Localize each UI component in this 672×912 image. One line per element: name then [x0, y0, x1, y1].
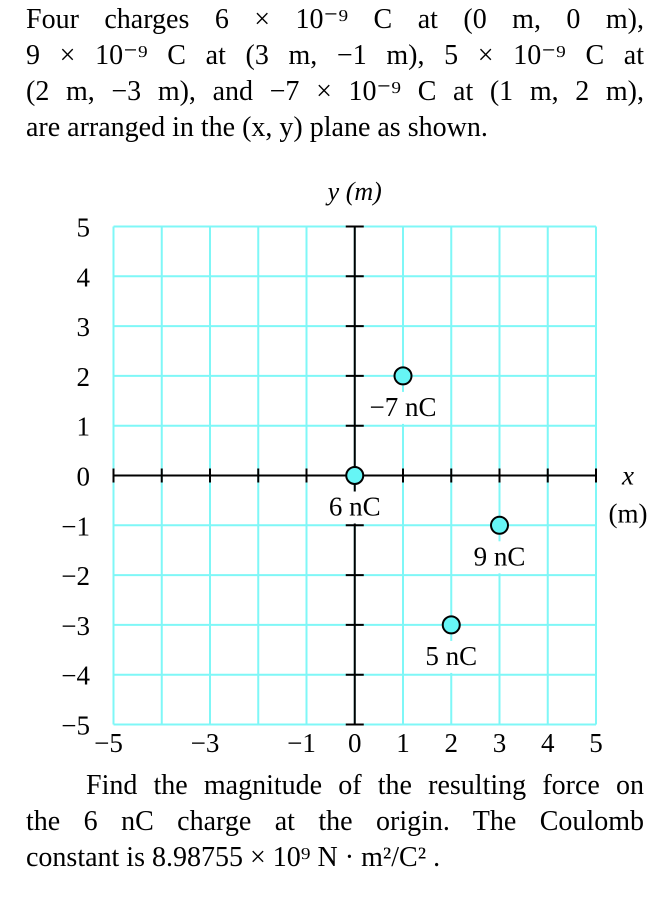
x-axis-label: x — [622, 460, 634, 491]
x-tick-label: 1 — [396, 728, 410, 758]
intro-line-4: are arranged in the (x, y) plane as shown. — [26, 112, 488, 143]
y-tick-label: −1 — [61, 511, 90, 542]
charge-label: −7 nC — [369, 391, 437, 422]
x-tick-label: −5 — [94, 728, 123, 758]
question-line-3: constant is 8.98755 × 10⁹ N · m²/C² . — [26, 842, 441, 873]
x-axis-unit: (m) — [608, 498, 648, 529]
charge-diagram — [0, 170, 672, 760]
x-tick-label: 2 — [444, 728, 458, 758]
charge-point — [491, 517, 508, 534]
x-tick-label: −3 — [190, 728, 220, 758]
x-tick-label: −1 — [287, 728, 316, 758]
y-tick-label: 4 — [76, 262, 90, 293]
intro-line-1: Four charges 6 × 10⁻⁹ C at (0 m, 0 m), — [26, 4, 644, 35]
charge-point — [346, 467, 363, 484]
x-tick-label: 3 — [492, 728, 507, 758]
y-tick-label: −3 — [61, 610, 90, 641]
y-tick-label: 3 — [76, 312, 90, 343]
y-tick-label: 1 — [76, 411, 90, 442]
charge-label: 6 nC — [328, 491, 381, 522]
y-tick-label: −4 — [61, 660, 90, 691]
y-tick-label: −2 — [61, 561, 90, 592]
x-tick-label: 4 — [541, 728, 555, 758]
charge-point — [443, 616, 460, 633]
y-tick-label: 0 — [76, 461, 90, 492]
question-line-1: Find the magnitude of the resulting force on — [86, 770, 644, 801]
y-tick-label: 5 — [76, 212, 90, 243]
y-tick-label: −5 — [61, 710, 90, 741]
question-line-2: the 6 nC charge at the origin. The Coulomb — [26, 806, 644, 837]
intro-line-3: (2 m, −3 m), and −7 × 10⁻⁹ C at (1 m, 2 m), — [26, 76, 644, 107]
y-axis-label: y (m) — [327, 177, 382, 206]
charge-label: 9 nC — [473, 541, 526, 572]
charge-label: 5 nC — [425, 640, 478, 671]
x-tick-label: 5 — [589, 728, 603, 758]
x-tick-label: 0 — [348, 728, 362, 758]
intro-line-2: 9 × 10⁻⁹ C at (3 m, −1 m), 5 × 10⁻⁹ C at — [26, 40, 644, 71]
charge-point — [395, 367, 412, 384]
y-tick-label: 2 — [76, 361, 90, 392]
